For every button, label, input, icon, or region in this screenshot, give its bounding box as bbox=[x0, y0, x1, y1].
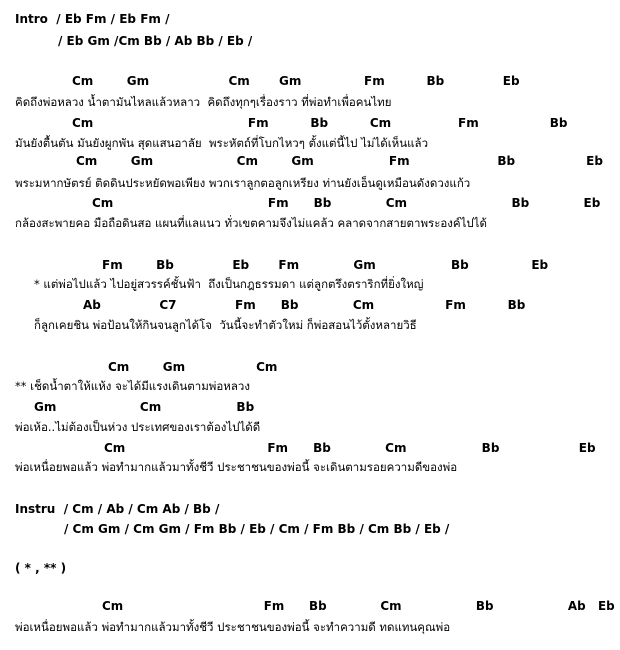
lyric-line: กล้องสะพายคอ มือถือดินสอ แผนที่แลแนว ทั่วเขตคามจึงไม่แคล้ว คลาดจากสายตาพระองค์ไปได้ bbox=[15, 216, 487, 230]
chord-line: Cm Fm Bb Cm Bb Eb bbox=[104, 441, 596, 455]
lyric-line: ก็ลูกเคยชิน พ่อป้อนให้กินจนลูกได้โจ วันนี้จะทำตัวใหม่ ก็พ่อสอนไว้ตั้งหลายวิธี bbox=[34, 318, 417, 332]
lyric-line: พ่อเหนื่อยพอแล้ว พ่อทำมากแล้วมาทั้งชีวี ประชาชนของพ่อนี้ จะทำความดี ทดแทนคุณพ่อ bbox=[15, 620, 451, 634]
intro-line-1: Intro / Eb Fm / Eb Fm / bbox=[15, 12, 170, 26]
chord-line: Ab C7 Fm Bb Cm Fm Bb bbox=[83, 298, 526, 312]
instru-line-2: / Cm Gm / Cm Gm / Fm Bb / Eb / Cm / Fm Bb / Cm Bb / Eb / bbox=[64, 522, 450, 536]
instru-line-1: Instru / Cm / Ab / Cm Ab / Bb / bbox=[15, 502, 220, 516]
intro-line-2: / Eb Gm /Cm Bb / Ab Bb / Eb / bbox=[58, 34, 253, 48]
chord-line: Cm Fm Bb Cm Fm Bb bbox=[72, 116, 568, 130]
lyric-line: ** เช็ดน้ำตาให้แห้ง จะได้มีแรงเดินตามพ่อหลวง bbox=[15, 379, 250, 393]
chord-line: Cm Fm Bb Cm Bb Ab Eb bbox=[102, 599, 615, 613]
lyric-line: พระมหากษัตรย์ ติดดินประหยัดพอเพียง พวกเราลูกตอลูกเหรียง ท่านยังเอ็นดูเหมือนดังดวงแก้ว bbox=[15, 176, 471, 190]
lyric-line: พ่อเหนื่อยพอแล้ว พ่อทำมากแล้วมาทั้งชีวี ประชาชนของพ่อนี้ จะเดินตามรอยความดีของพ่อ bbox=[15, 460, 458, 474]
chord-line: Fm Bb Eb Fm Gm Bb Eb bbox=[102, 258, 549, 272]
chord-line: Cm Gm Cm Gm Fm Bb Eb bbox=[72, 74, 520, 88]
lyric-line: คิดถึงพ่อหลวง น้ำตามันไหลแล้วหลาว คิดถึงทุกๆเรื่องราว ที่พ่อทำเพื่อคนไทย bbox=[15, 95, 392, 109]
chord-line: Cm Gm Cm Gm Fm Bb Eb bbox=[76, 154, 603, 168]
lyric-line: * แต่พ่อไปแล้ว ไปอยู่สวรรค์ชั้นฟ้า ถึงเป็นกฎธรรมดา แต่ลูกตรึงตราริกที่ยิ่งใหญ่ bbox=[34, 277, 424, 291]
chord-line: Cm Fm Bb Cm Bb Eb bbox=[92, 196, 601, 210]
chord-line: Gm Cm Bb bbox=[34, 400, 255, 414]
chord-line: Cm Gm Cm bbox=[108, 360, 278, 374]
lyric-line: มันยังตื้นตัน มันยังผูกพัน สุดแสนอาลัย พระหัตถ์ที่โบกไหวๆ ตั้งแต่นี้ไป ไม่ได้เห็นแล้ว bbox=[15, 136, 429, 150]
lyric-line: พ่อเห้อ..ไม่ต้องเป็นห่วง ประเทศของเราต้องไปได้ดี bbox=[15, 420, 261, 434]
repeat-marker: ( * , ** ) bbox=[15, 561, 67, 575]
